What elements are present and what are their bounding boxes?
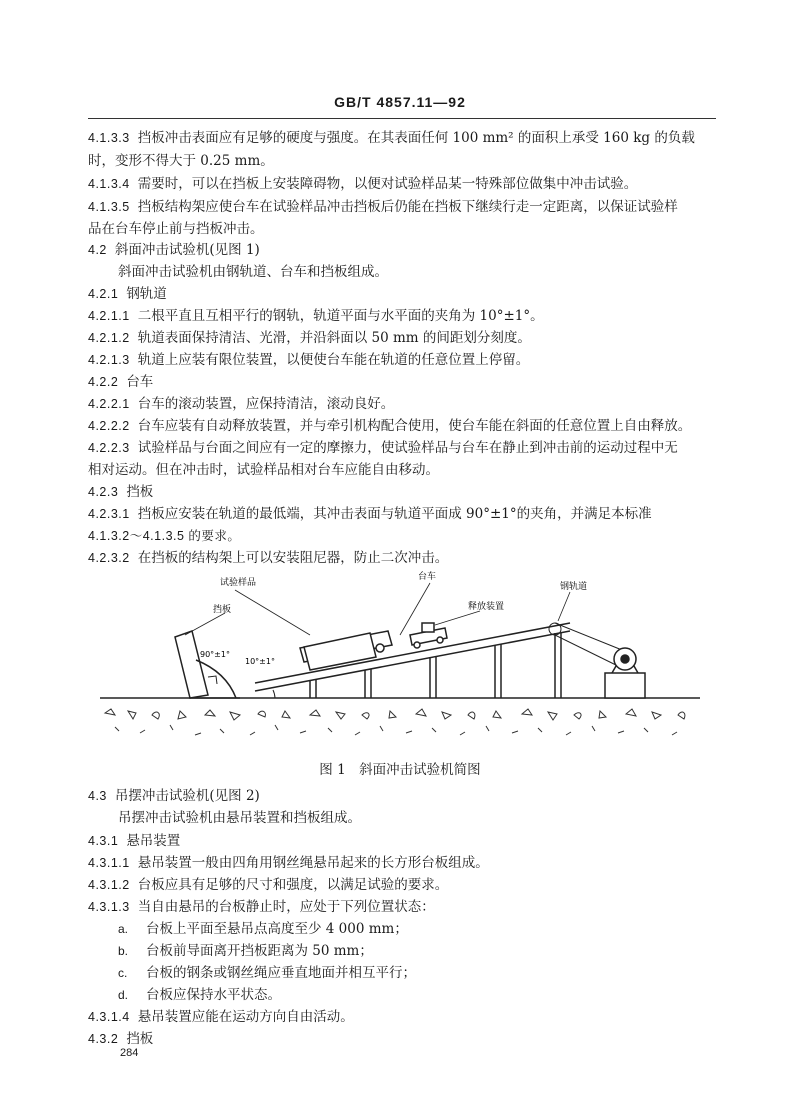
text-line: 4.1.3.5 挡板结构架应使台车在试验样品冲击挡板后仍能在挡板下继续行走一定距离，以保证试验样 <box>88 199 678 215</box>
label-sample: 试验样品 <box>220 578 257 588</box>
figure-incline-impact-tester <box>100 565 700 755</box>
text-line: 吊摆冲击试验机由悬吊装置和挡板组成。 <box>118 810 361 826</box>
text-line: 4.2.1.1 二根平直且互相平行的钢轨，轨道平面与水平面的夹角为 10°±1°。 <box>88 308 544 324</box>
list-item: b. 台板前导面离开挡板距离为 50 mm； <box>118 943 373 959</box>
section-heading: 4.3 吊摆冲击试验机(见图 2) <box>88 788 260 804</box>
section-heading: 4.2.1 钢轨道 <box>88 286 167 302</box>
release-device <box>410 623 447 648</box>
text-line: 品在台车停止前与挡板冲击。 <box>88 221 264 237</box>
text-line: 4.2.2.2 台车应装有自动释放装置，并与牵引机构配合使用，使台车能在斜面的任意位置上自由释放。 <box>88 418 692 434</box>
text-line: 4.2.2.1 台车的滚动装置，应保持清洁，滚动良好。 <box>88 396 395 412</box>
list-item: a. 台板上平面至悬吊点高度至少 4 000 mm； <box>118 921 408 937</box>
text-line: 4.3.1.1 悬吊装置一般由四角用钢丝绳悬吊起来的长方形台板组成。 <box>88 855 489 871</box>
winch <box>605 648 645 698</box>
tow-cable <box>549 623 622 668</box>
text-line: 4.1.3.3 挡板冲击表面应有足够的硬度与强度。在其表面任何 100 mm² 的面积上承受 160 kg 的负载 <box>88 130 695 146</box>
section-heading: 4.2.3 挡板 <box>88 484 154 500</box>
label-board: 挡板 <box>213 605 232 615</box>
text-line: 4.1.3.4 需要时，可以在挡板上安装障碍物，以便对试验样品某一特殊部位做集中冲击试验。 <box>88 176 638 192</box>
text-line: 4.2.3.2 在挡板的结构架上可以安装阻尼器，防止二次冲击。 <box>88 550 449 566</box>
angle-marks <box>208 676 275 698</box>
list-item: c. 台板的钢条或钢丝绳应垂直地面并相互平行； <box>118 965 416 981</box>
label-rail: 钢轨道 <box>560 582 588 592</box>
header-rule <box>88 118 716 119</box>
text-line: 4.3.1.4 悬吊装置应能在运动方向自由活动。 <box>88 1009 354 1025</box>
text-line: 4.1.3.2～4.1.3.5 的要求。 <box>88 529 241 543</box>
ground-hatching <box>105 709 685 735</box>
section-heading: 4.2 斜面冲击试验机(见图 1) <box>88 242 260 258</box>
test-sample <box>304 633 376 670</box>
text-line: 4.2.1.2 轨道表面保持清洁、光滑，并沿斜面以 50 mm 的间距划分刻度。 <box>88 330 531 346</box>
text-line: 4.3.1.2 台板应具有足够的尺寸和强度，以满足试验的要求。 <box>88 877 449 893</box>
section-heading: 4.3.2 挡板 <box>88 1031 154 1047</box>
label-angle-90: 90°±1° <box>200 650 230 659</box>
text-line: 斜面冲击试验机由钢轨道、台车和挡板组成。 <box>118 264 388 280</box>
text-line: 相对运动。但在冲击时，试验样品相对台车应能自由移动。 <box>88 462 439 478</box>
text-line: 4.2.2.3 试验样品与台面之间应有一定的摩擦力，使试验样品与台车在静止到冲击前的运动过程中无 <box>88 440 678 456</box>
text-line: 4.2.3.1 挡板应安装在轨道的最低端，其冲击表面与轨道平面成 90°±1°的夹角，并满足本标准 <box>88 506 652 522</box>
label-angle-10: 10°±1° <box>245 657 275 666</box>
figure-caption: 图 1 斜面冲击试验机简图 <box>319 762 481 778</box>
page-header-standard: GB/T 4857.11—92 <box>334 94 466 110</box>
leader-lines <box>185 583 570 635</box>
list-item: d. 台板应保持水平状态。 <box>118 987 281 1003</box>
section-heading: 4.3.1 悬吊装置 <box>88 833 181 849</box>
label-release: 释放装置 <box>468 602 505 612</box>
section-heading: 4.2.2 台车 <box>88 374 154 390</box>
impact-board <box>175 631 240 698</box>
page-number: 284 <box>120 1047 139 1059</box>
text-line: 时，变形不得大于 0.25 mm。 <box>88 153 274 169</box>
text-line: 4.3.1.3 当自由悬吊的台板静止时，应处于下列位置状态： <box>88 899 435 915</box>
label-trolley: 台车 <box>418 572 437 582</box>
text-line: 4.2.1.3 轨道上应装有限位装置，以便使台车能在轨道的任意位置上停留。 <box>88 352 530 368</box>
